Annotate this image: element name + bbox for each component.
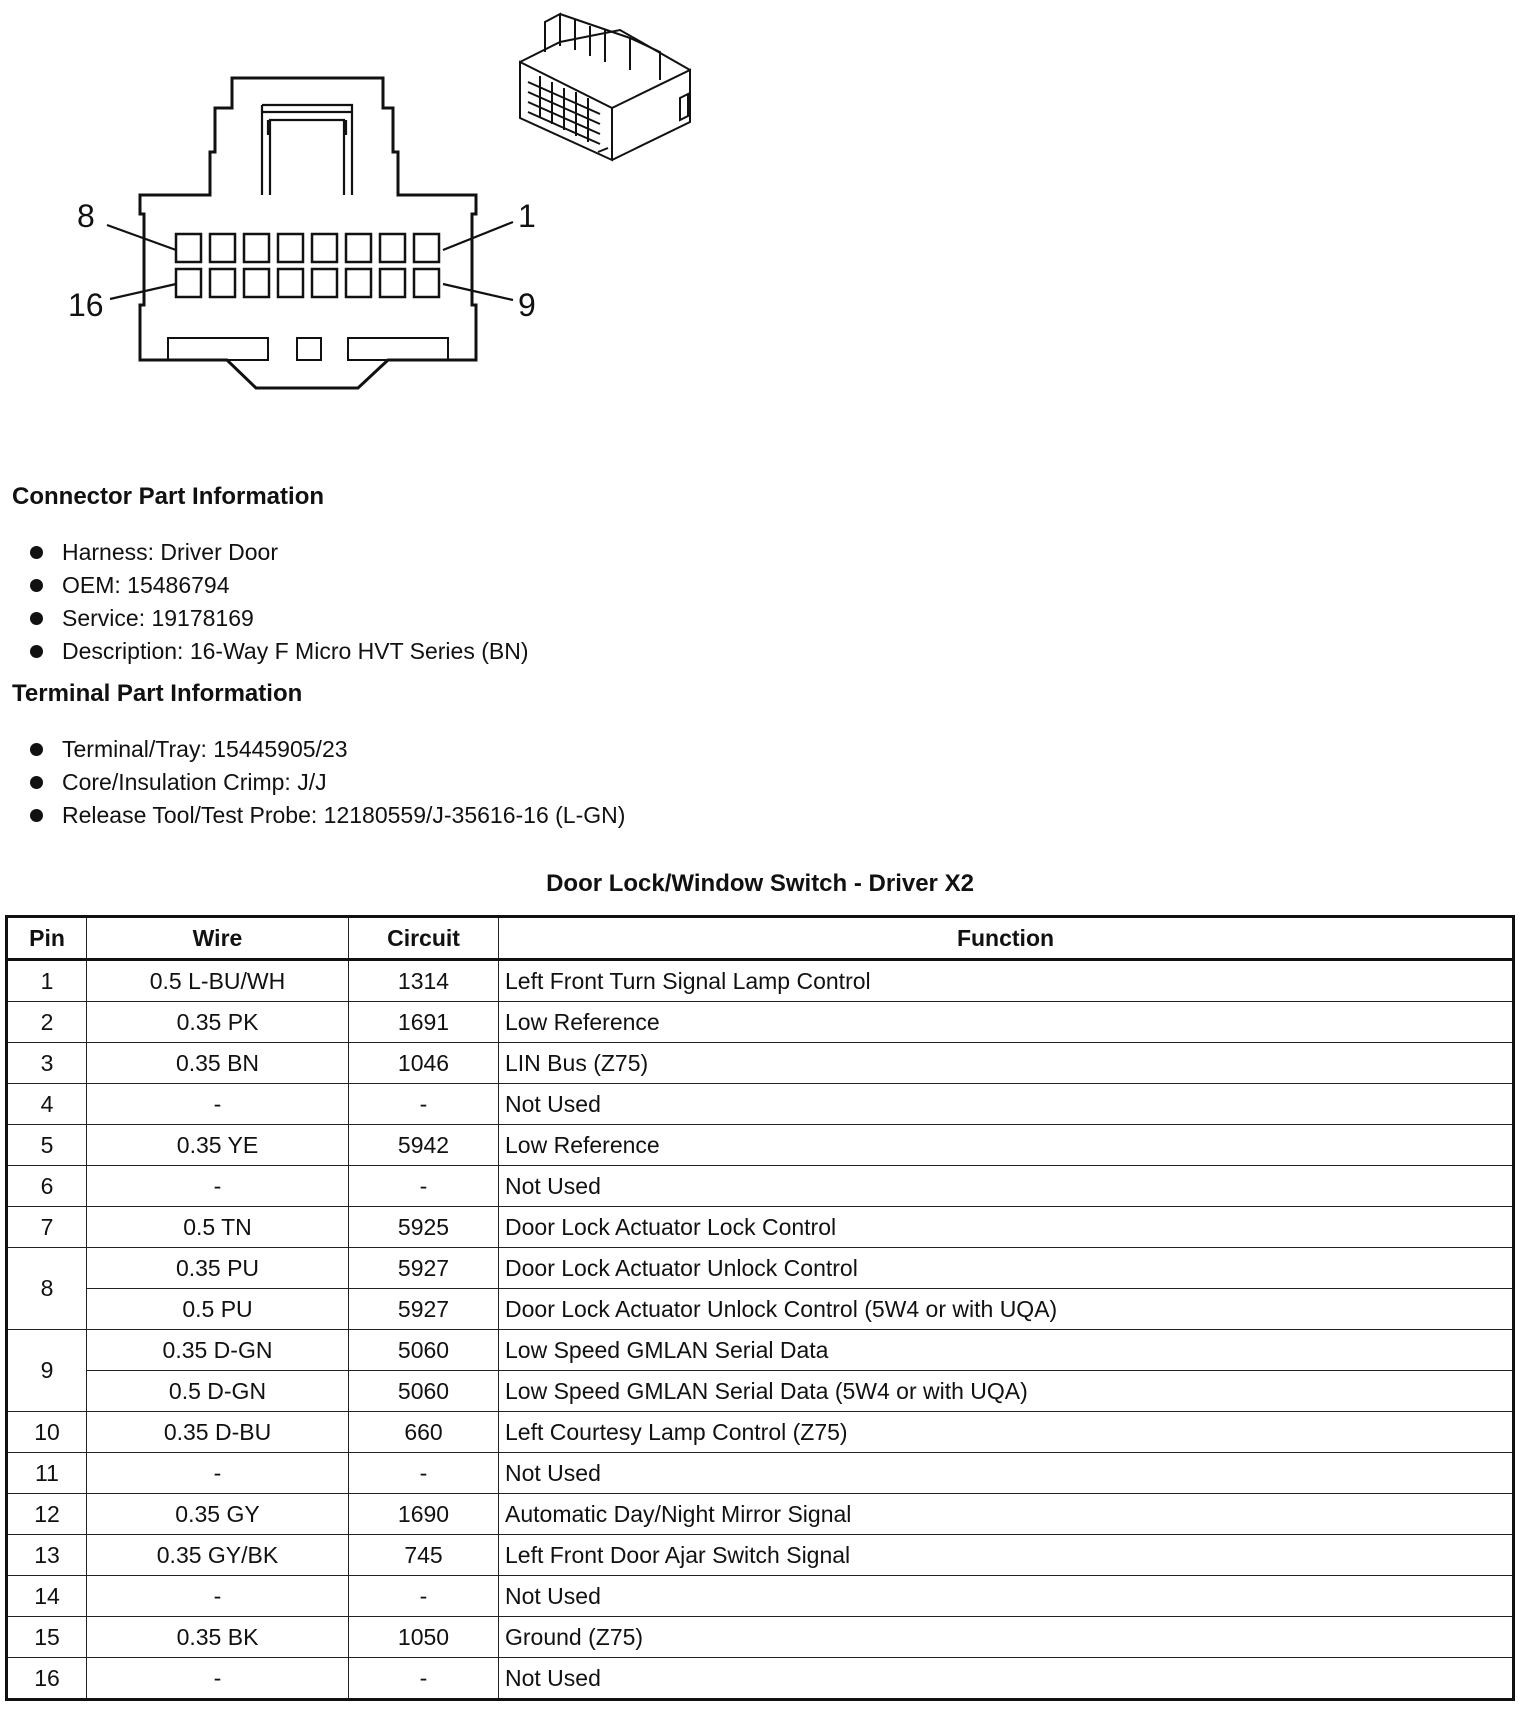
- header-pin: Pin: [7, 917, 87, 960]
- cell-circuit: -: [349, 1453, 499, 1494]
- table-row: [7, 1084, 1514, 1125]
- connector-cavity: [346, 269, 371, 297]
- table-row: [7, 1043, 1514, 1084]
- connector-cavity: [414, 269, 439, 297]
- table-row: [7, 1412, 1514, 1453]
- leader-line-9: [443, 284, 513, 300]
- cell-function: Not Used: [499, 1576, 1514, 1617]
- pin-label-1: 1: [518, 198, 536, 234]
- bullet-icon: [30, 743, 43, 756]
- cell-wire: 0.5 D-GN: [87, 1371, 349, 1412]
- cell-pin: 10: [7, 1412, 87, 1453]
- cell-wire: 0.35 GY/BK: [87, 1535, 349, 1576]
- connector-cavity: [346, 234, 371, 262]
- connector-cavity: [176, 234, 201, 262]
- terminal-part-info-list: [30, 733, 625, 832]
- cell-function: Not Used: [499, 1084, 1514, 1125]
- terminal-part-info-title: Terminal Part Information: [12, 680, 303, 707]
- cell-wire: -: [87, 1166, 349, 1207]
- cell-pin: 13: [7, 1535, 87, 1576]
- connector-cavity: [244, 234, 269, 262]
- cell-function: LIN Bus (Z75): [499, 1043, 1514, 1084]
- cell-circuit: 5060: [349, 1371, 499, 1412]
- bullet-icon: [30, 579, 43, 592]
- cell-pin: 3: [7, 1043, 87, 1084]
- cell-function: Automatic Day/Night Mirror Signal: [499, 1494, 1514, 1535]
- connector-cavity: [380, 269, 405, 297]
- cell-wire: -: [87, 1658, 349, 1700]
- cell-function: Door Lock Actuator Unlock Control: [499, 1248, 1514, 1289]
- cell-function: Low Speed GMLAN Serial Data: [499, 1330, 1514, 1371]
- cell-pin: 2: [7, 1002, 87, 1043]
- table-row: [7, 1371, 1514, 1412]
- table-row: [7, 960, 1514, 1002]
- cell-wire: 0.35 YE: [87, 1125, 349, 1166]
- cell-pin: 4: [7, 1084, 87, 1125]
- list-item: Harness: Driver Door: [30, 536, 528, 569]
- connector-cavities: [176, 234, 439, 297]
- bullet-icon: [30, 809, 43, 822]
- cell-circuit: 5927: [349, 1289, 499, 1330]
- cell-circuit: 1046: [349, 1043, 499, 1084]
- cell-pin: 7: [7, 1207, 87, 1248]
- cell-pin: 11: [7, 1453, 87, 1494]
- cell-pin: 15: [7, 1617, 87, 1658]
- cell-pin: 1: [7, 960, 87, 1002]
- cell-wire: -: [87, 1084, 349, 1125]
- cell-wire: 0.35 GY: [87, 1494, 349, 1535]
- connector-cavity: [312, 269, 337, 297]
- cell-pin: 14: [7, 1576, 87, 1617]
- connector-face-diagram: [0, 0, 760, 420]
- table-header-row: [7, 917, 1514, 960]
- header-function: Function: [499, 917, 1514, 960]
- table-row: [7, 1330, 1514, 1371]
- cell-function: Not Used: [499, 1453, 1514, 1494]
- connector-part-info-list: [30, 536, 528, 668]
- cell-wire: 0.35 D-BU: [87, 1412, 349, 1453]
- cell-wire: 0.35 BN: [87, 1043, 349, 1084]
- cell-pin: 8: [7, 1248, 87, 1330]
- cell-circuit: 5060: [349, 1330, 499, 1371]
- cell-function: Low Speed GMLAN Serial Data (5W4 or with UQA): [499, 1371, 1514, 1412]
- connector-bottom-key: [168, 338, 268, 360]
- cell-function: Not Used: [499, 1166, 1514, 1207]
- connector-cavity: [312, 234, 337, 262]
- bullet-icon: [30, 546, 43, 559]
- table-row: [7, 1166, 1514, 1207]
- bullet-icon: [30, 776, 43, 789]
- table-caption: Door Lock/Window Switch - Driver X2: [546, 870, 974, 897]
- cell-function: Door Lock Actuator Unlock Control (5W4 or with UQA): [499, 1289, 1514, 1330]
- connector-3d-view: [520, 14, 690, 160]
- connector-bottom-key: [297, 338, 321, 360]
- cell-function: Left Front Turn Signal Lamp Control: [499, 960, 1514, 1002]
- cell-wire: -: [87, 1453, 349, 1494]
- leader-line-8: [107, 225, 176, 250]
- cell-circuit: 5942: [349, 1125, 499, 1166]
- cell-circuit: -: [349, 1576, 499, 1617]
- table-row: [7, 1576, 1514, 1617]
- cell-wire: 0.5 TN: [87, 1207, 349, 1248]
- cell-wire: 0.35 PK: [87, 1002, 349, 1043]
- list-item: Description: 16-Way F Micro HVT Series (BN): [30, 635, 528, 668]
- cell-circuit: -: [349, 1658, 499, 1700]
- cell-function: Door Lock Actuator Lock Control: [499, 1207, 1514, 1248]
- connector-part-info-title: Connector Part Information: [12, 483, 325, 510]
- pin-label-16: 16: [68, 287, 104, 323]
- cell-circuit: 5925: [349, 1207, 499, 1248]
- table-row: [7, 1617, 1514, 1658]
- cell-wire: 0.35 PU: [87, 1248, 349, 1289]
- cell-wire: 0.35 BK: [87, 1617, 349, 1658]
- cell-function: Low Reference: [499, 1125, 1514, 1166]
- connector-cavity: [210, 234, 235, 262]
- cell-wire: 0.5 L-BU/WH: [87, 960, 349, 1002]
- cell-circuit: 660: [349, 1412, 499, 1453]
- pinout-table: [5, 915, 1515, 1701]
- connector-cavity: [244, 269, 269, 297]
- list-item: Terminal/Tray: 15445905/23: [30, 733, 625, 766]
- cell-circuit: -: [349, 1084, 499, 1125]
- pin-label-8: 8: [77, 198, 95, 234]
- cell-pin: 6: [7, 1166, 87, 1207]
- cell-wire: 0.5 PU: [87, 1289, 349, 1330]
- connector-latch: [262, 105, 352, 195]
- cell-wire: -: [87, 1576, 349, 1617]
- connector-cavity: [278, 269, 303, 297]
- leader-line-1: [443, 222, 513, 250]
- cell-pin: 9: [7, 1330, 87, 1412]
- cell-circuit: 1691: [349, 1002, 499, 1043]
- bullet-icon: [30, 645, 43, 658]
- cell-circuit: 5927: [349, 1248, 499, 1289]
- cell-circuit: 1314: [349, 960, 499, 1002]
- table-row: [7, 1453, 1514, 1494]
- table-row: [7, 1248, 1514, 1289]
- cell-function: Low Reference: [499, 1002, 1514, 1043]
- cell-circuit: 745: [349, 1535, 499, 1576]
- connector-cavity: [176, 269, 201, 297]
- connector-cavity: [278, 234, 303, 262]
- cell-pin: 12: [7, 1494, 87, 1535]
- table-row: [7, 1002, 1514, 1043]
- connector-cavity: [210, 269, 235, 297]
- pin-label-9: 9: [518, 287, 536, 323]
- table-row: [7, 1207, 1514, 1248]
- cell-function: Not Used: [499, 1658, 1514, 1700]
- table-row: [7, 1289, 1514, 1330]
- cell-function: Left Courtesy Lamp Control (Z75): [499, 1412, 1514, 1453]
- connector-cavity: [380, 234, 405, 262]
- table-row: [7, 1535, 1514, 1576]
- cell-pin: 5: [7, 1125, 87, 1166]
- list-item: Release Tool/Test Probe: 12180559/J-35616-16 (L-GN): [30, 799, 625, 832]
- cell-wire: 0.35 D-GN: [87, 1330, 349, 1371]
- table-row: [7, 1658, 1514, 1700]
- cell-function: Left Front Door Ajar Switch Signal: [499, 1535, 1514, 1576]
- cell-circuit: 1050: [349, 1617, 499, 1658]
- list-item: Core/Insulation Crimp: J/J: [30, 766, 625, 799]
- cell-circuit: -: [349, 1166, 499, 1207]
- bullet-icon: [30, 612, 43, 625]
- table-row: [7, 1125, 1514, 1166]
- table-row: [7, 1494, 1514, 1535]
- connector-bottom-key: [348, 338, 448, 360]
- cell-circuit: 1690: [349, 1494, 499, 1535]
- cell-function: Ground (Z75): [499, 1617, 1514, 1658]
- connector-cavity: [414, 234, 439, 262]
- header-circuit: Circuit: [349, 917, 499, 960]
- cell-pin: 16: [7, 1658, 87, 1700]
- header-wire: Wire: [87, 917, 349, 960]
- list-item: OEM: 15486794: [30, 569, 528, 602]
- list-item: Service: 19178169: [30, 602, 528, 635]
